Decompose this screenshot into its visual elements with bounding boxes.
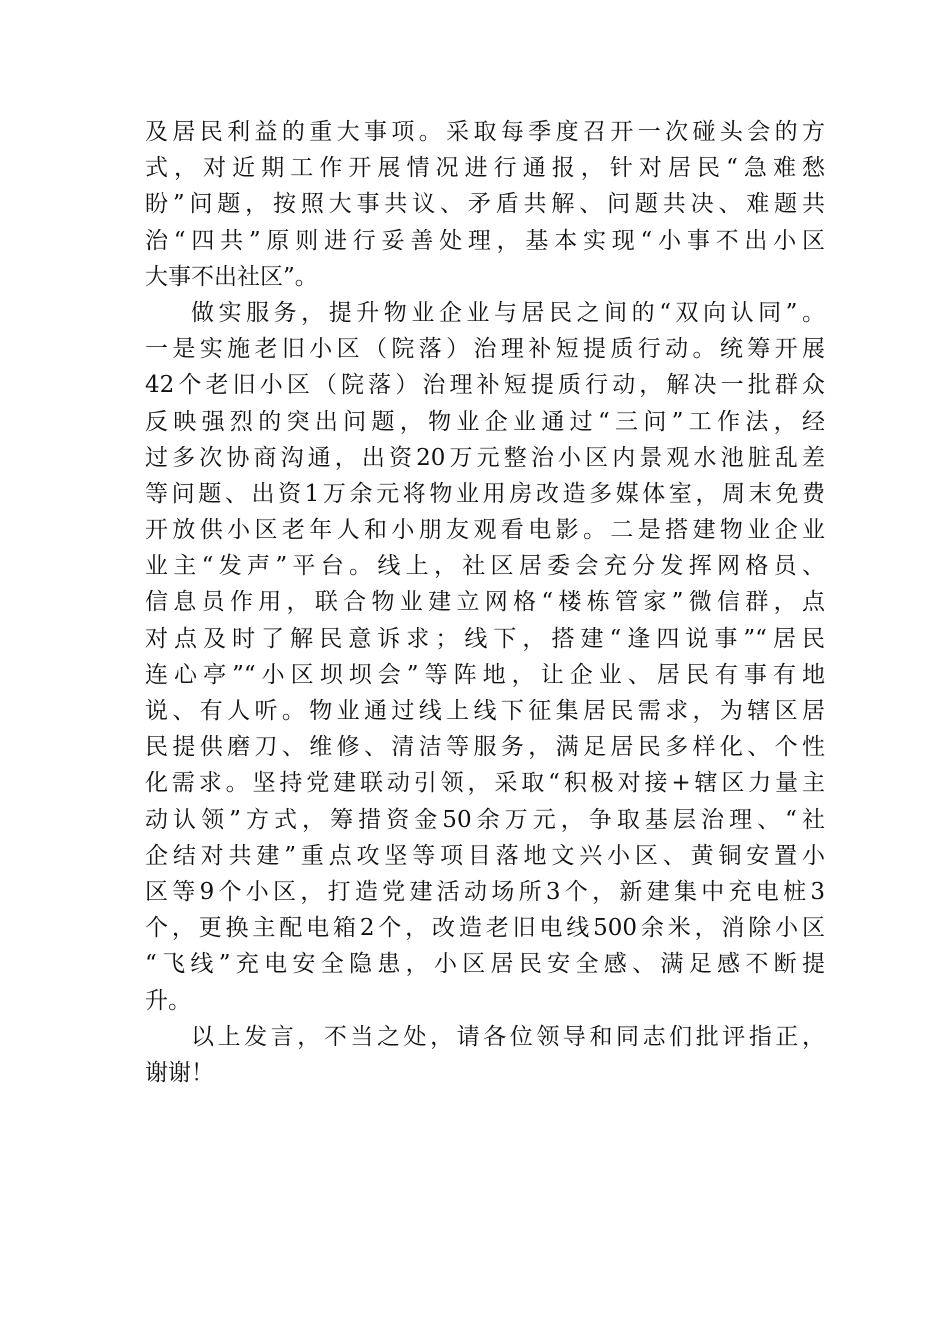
text-line: 开放供小区老年人和小朋友观看电影。二是搭建物业企业 bbox=[145, 517, 825, 544]
text-line: 谢谢！ bbox=[145, 1059, 214, 1086]
text-line: “飞线”充电安全隐患，小区居民安全感、满足感不断提 bbox=[145, 951, 825, 978]
text-line: 过多次协商沟通，出资20万元整治小区内景观水池脏乱差 bbox=[145, 444, 825, 471]
text-line: 个，更换主配电箱2个，改造老旧电线500余米，消除小区 bbox=[145, 915, 825, 942]
paragraph-first-line: 以上发言，不当之处，请各位领导和同志们批评指正， bbox=[191, 1023, 825, 1050]
text-line: 升。 bbox=[145, 987, 191, 1014]
text-line: 一是实施老旧小区（院落）治理补短提质行动。统筹开展 bbox=[145, 336, 825, 363]
text-line: 区等9个小区，打造党建活动场所3个，新建集中充电桩3 bbox=[145, 878, 825, 905]
text-line: 等问题、出资1万余元将物业用房改造多媒体室，周末免费 bbox=[145, 480, 825, 507]
text-line: 化需求。坚持党建联动引领，采取“积极对接+辖区力量主 bbox=[145, 770, 825, 797]
text-line: 治“四共”原则进行妥善处理，基本实现“小事不出小区 bbox=[145, 227, 825, 254]
text-line: 对点及时了解民意诉求；线下，搭建“逢四说事”“居民 bbox=[145, 625, 825, 652]
paragraph-first-line: 做实服务，提升物业企业与居民之间的“双向认同”。 bbox=[191, 299, 825, 326]
text-line: 说、有人听。物业通过线上线下征集居民需求，为辖区居 bbox=[145, 698, 825, 724]
text-line: 及居民利益的重大事项。采取每季度召开一次碰头会的方 bbox=[145, 119, 825, 145]
text-line: 反映强烈的突出问题，物业企业通过“三问”工作法，经 bbox=[145, 408, 825, 435]
text-line: 企结对共建”重点攻坚等项目落地文兴小区、黄铜安置小 bbox=[145, 842, 825, 869]
text-line: 信息员作用，联合物业建立网格“楼栋管家”微信群，点 bbox=[145, 589, 825, 616]
text-line: 大事不出社区”。 bbox=[145, 263, 318, 290]
text-line: 盼”问题，按照大事共议、矛盾共解、问题共决、难题共 bbox=[145, 191, 825, 218]
text-line: 式，对近期工作开展情况进行通报，针对居民“急难愁 bbox=[145, 155, 825, 182]
document-body bbox=[145, 114, 825, 1091]
text-line: 42个老旧小区（院落）治理补短提质行动，解决一批群众 bbox=[145, 372, 825, 399]
text-line: 民提供磨刀、维修、清洁等服务，满足居民多样化、个性 bbox=[145, 734, 825, 761]
text-line: 动认领”方式，筹措资金50余万元，争取基层治理、“社 bbox=[145, 806, 825, 833]
text-line: 业主“发声”平台。线上，社区居委会充分发挥网格员、 bbox=[145, 553, 825, 580]
text-line: 连心亭”“小区坝坝会”等阵地，让企业、居民有事有地 bbox=[145, 661, 825, 688]
